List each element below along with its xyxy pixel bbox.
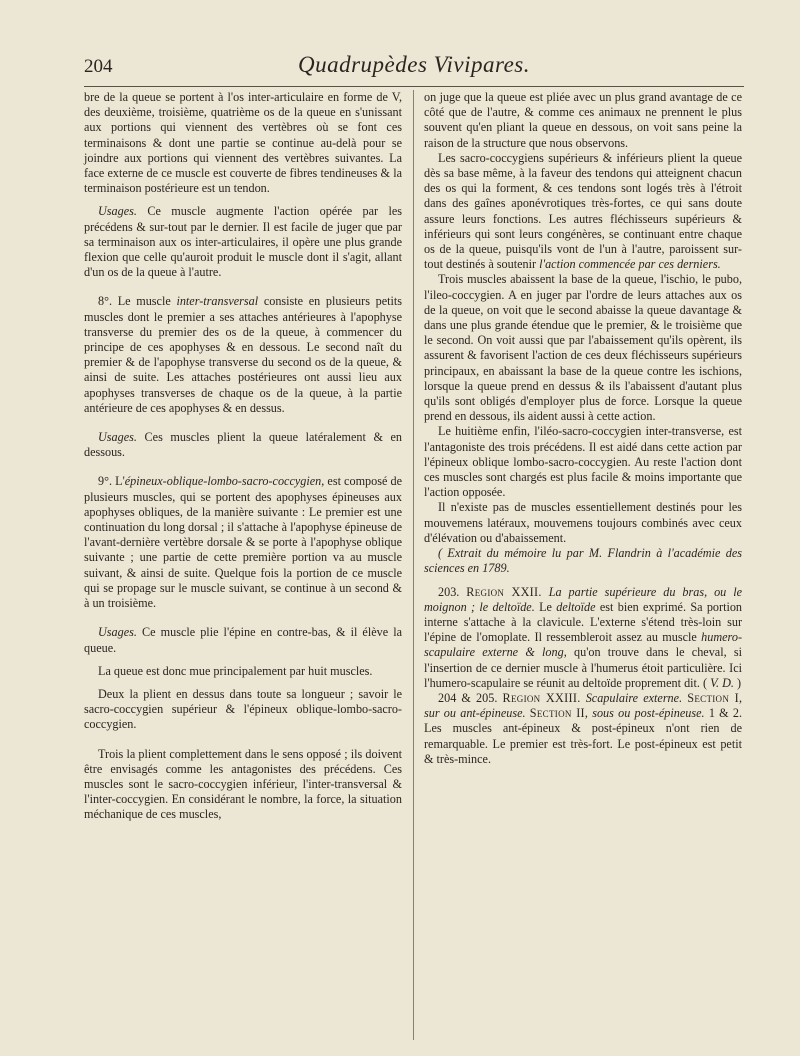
paragraph-usages xyxy=(84,204,402,280)
paragraph-text: , qu'on trouve dans le cheval, si l'insertion de ce dernier muscle à l'humerus étoit particulière. Ici l'humero-scapulaire se réunit au deltoïde proprement dit. ( xyxy=(424,645,742,690)
region-heading: Region XXIII. xyxy=(502,690,581,705)
column-divider xyxy=(413,90,414,1040)
section-heading: Section II xyxy=(529,706,585,721)
muscle-number: 8°. Le muscle xyxy=(98,294,171,309)
muscle-name: inter-transversal xyxy=(176,294,259,309)
page-number: 204 xyxy=(84,56,113,77)
running-title: Quadrupèdes Vivipares. xyxy=(297,52,530,77)
page-header xyxy=(84,52,744,82)
section-number: 203. xyxy=(438,584,460,599)
paragraph: on juge que la queue est pliée avec un plus grand avantage de ce côté que de l'autre, & comme ces animaux ne prennent le plus souvent qu'en pliant la queue en dessous, on voit sans peine la raison de la structure que nous observons. xyxy=(424,90,742,150)
paragraph: La queue est donc mue principalement par huit muscles. xyxy=(98,663,373,678)
paragraph: bre de la queue se portent à l'os inter-articulaire en forme de V, des deuxième, troisième, quatrième os de la queue en s'unissant aux portions qui viennent des vertèbres où se font ces terminaisons & dont une partie se continue au-delà pour se joindre aux portions qui viennent des vertèbres suivantes. La face externe de ce muscle est couverte de fibres tendineuses & la terminaison postérieure est un tendon. xyxy=(84,90,402,196)
paragraph: Trois la plient complettement dans le sens opposé ; ils doivent être envisagés comme les antagonistes des précédens. Ces muscles sont le sacro-coccygien inférieur, l'inter-transversal & l'inter-coccygien. En considérant le nombre, la force, la situation méchanique de ces muscles, xyxy=(84,746,402,822)
section-number: 204 & 205. xyxy=(438,690,498,705)
section-title: , sur ou ant-épineuse. xyxy=(424,690,743,721)
region-title: Scapulaire externe. xyxy=(585,690,683,705)
paragraph-muscle-8 xyxy=(84,294,402,416)
paragraph-text: Ce muscle augmente l'action opérée par les précédens & sur-tout par le dernier. Il est facile de juger que par sa terminaison aux os inter-articulaires, il opère une plus grande flexion que celle qu'auroit produit le muscle dont il s'agit, allant d'un os de la queue à l'autre. xyxy=(84,204,403,280)
paragraph-usages xyxy=(84,625,402,655)
header-rule xyxy=(84,86,744,87)
paragraph-text: , est composé de plusieurs muscles, qui se portent des apophyses épineuses aux apophyses obliques, de la manière suivante : Le premier est une continuation du long dorsal ; il s'attache à l'apophyse épineuse de l'avant-dernière vertèbre dorsale & se porte à l'apophyse oblique suivante ; une partie de cette première portion va au muscle suivant, & ainsi de suite. Quelque fois la portion de ce muscle qui se propage sur le muscle suivant, se continue à un second & à un troisième. xyxy=(84,474,402,611)
paragraph-text: ) xyxy=(737,675,742,690)
paragraph-muscle-9 xyxy=(84,474,402,611)
right-column xyxy=(424,90,742,767)
paragraph: Le huitième enfin, l'iléo-sacro-coccygien inter-transverse, est l'antagoniste des trois précédens. Il est aidé dans cette action par l'épineux oblique lombo-sacro-coccygien. Au reste l'action dont ces muscles sont chargés est plus facile & moins importante que l'action opposée. xyxy=(424,424,742,500)
section-heading: Section I xyxy=(687,690,739,705)
paragraph-region-23 xyxy=(424,691,742,767)
paragraph: Trois muscles abaissent la base de la queue, l'ischio, le pubo, l'ileo-coccygien. A en juger par l'ordre de leurs attaches aux os de la queue, on voit que le second abaisse la queue davantage & dans une plus grande étendue que le premier, & le troisième que le second. On voit aussi que par l'abaissement qu'ils opèrent, ils assurent & favorisent l'action de ces deux fléchisseurs supérieurs principaux, en abaissant la base de la queue contre les ischions, lorsque la queue prend en dessus & ils l'abaissent d'autant plus qu'ils sont obligés d'employer plus de force. Lorsque la queue prend en dessous, ils aident aussi à cette action. xyxy=(424,272,742,424)
region-heading: Region XXII. xyxy=(466,584,542,599)
paragraph: Il n'existe pas de muscles essentiellement destinés pour les mouvemens latéraux, mouvemens toujours combinés avec ceux d'élévation ou d'abaissement. xyxy=(424,500,742,545)
source-citation: ( Extrait du mémoire lu par M. Flandrin à l'académie des sciences en 1789. xyxy=(424,546,742,576)
paragraph-text: consiste en plusieurs petits muscles dont le premier a ses attaches antérieures à l'apophyse transverse du premier des os de la queue, à commencer du principe de ces apophyses & en dessous. Le second naît du premier & de l'apophyse transverse du second os de la queue, & ainsi de suite. Les attaches postérieures ont aussi lieu aux apophyses transverses de chaque os de la queue, à la partie antérieure de ces apophyses & en dessus. xyxy=(84,294,403,415)
paragraph-text: Ces muscles plient la queue latéralement & en dessous. xyxy=(84,430,403,460)
paragraph-text: 1 & 2. Les muscles ant-épineux & post-épineux n'ont rien de remarquable. Le premier est très-fort. Le post-épineux est petit & très-mince. xyxy=(424,706,743,766)
reference: V. D. xyxy=(710,675,734,690)
paragraph-text: Les sacro-coccygiens supérieurs & inférieurs plient la queue dès sa base même, à la faveur des tendons qui atteignent chacun des os qui la forment, & ces tendons sont logés très à l'étroit dans des gaînes aponévrotiques très-fortes, ce qui sans doute assure leurs fonctions. Les autres fléchisseurs supérieurs & inférieurs qui sont leurs congénères, se continuant entre chaque os de la queue, puisqu'ils vont de l'un à l'autre, paroissent sur-tout destinés à soutenir xyxy=(424,150,742,272)
paragraph-usages xyxy=(84,430,402,460)
region-title: La partie supérieure du bras, ou le moignon ; le deltoïde. xyxy=(424,584,743,614)
muscle-name: épineux-oblique-lombo-sacro-coccygien xyxy=(124,474,322,489)
paragraph-text: Le xyxy=(539,599,552,614)
paragraph-text: Ce muscle plie l'épine en contre-bas, & il élève la queue. xyxy=(84,625,403,655)
usages-label: Usages. xyxy=(98,625,137,640)
paragraph-emphasis: l'action commencée par ces derniers. xyxy=(539,257,721,272)
paragraph-region-22 xyxy=(424,585,742,691)
paragraph: Deux la plient en dessus dans toute sa longueur ; savoir le sacro-coccygien supérieur & l'épineux oblique-lombo-sacro-coccygien. xyxy=(84,686,402,732)
paragraph xyxy=(424,151,742,273)
usages-label: Usages. xyxy=(98,204,137,219)
usages-label: Usages. xyxy=(98,430,137,445)
paragraph-text: est bien exprimé. Sa portion interne s'attache à la clavicule. L'externe s'étend très-loin sur l'épine de l'omoplate. Il ressembleroit assez au muscle xyxy=(424,599,743,645)
left-column xyxy=(84,90,402,823)
muscle-number: 9°. L' xyxy=(98,474,125,489)
muscle-name: deltoïde xyxy=(556,599,596,614)
muscle-name: humero-scapulaire externe & long xyxy=(424,630,742,660)
section-title: , sous ou post-épineuse. xyxy=(584,706,705,721)
